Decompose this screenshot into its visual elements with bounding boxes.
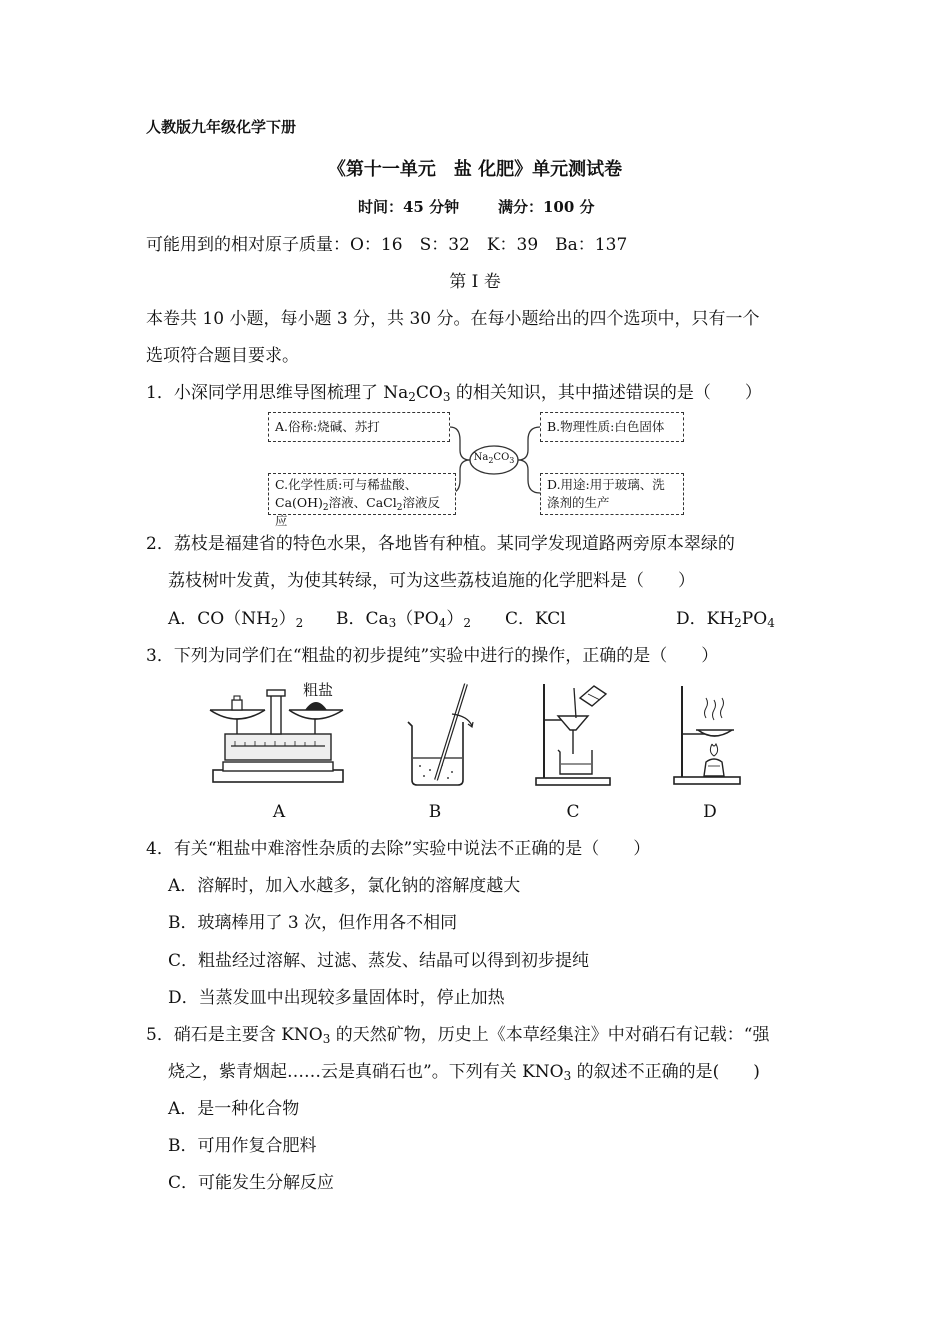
figure-label-a: A	[272, 802, 286, 822]
evaporation-figure	[668, 682, 748, 790]
q5-option-a: A．是一种化合物	[168, 1099, 300, 1119]
q1-number: 1．	[146, 383, 174, 403]
mindmap-box-c: C.化学性质:可与稀盐酸、 $Ca(OH)_2$溶液、CaCl$_2$溶液反应	[268, 473, 456, 515]
q2-option-c: C．KCl	[505, 609, 566, 629]
atomic-masses: 可能用到的相对原子质量：O：16 S：32 K：39 Ba：137	[146, 235, 628, 255]
full-score: 满分：100 分	[498, 198, 595, 216]
filtration-figure	[530, 678, 620, 790]
book-title: 人教版九年级化学下册	[146, 118, 297, 136]
q3-stem: 3．下列为同学们在“粗盐的初步提纯”实验中进行的操作，正确的是（ ）	[146, 646, 719, 666]
q5-option-c: C．可能发生分解反应	[168, 1173, 335, 1193]
salt-label: 粗盐	[303, 681, 334, 699]
q4-number: 4．	[146, 839, 174, 859]
section-title: 第 I 卷	[449, 272, 501, 292]
q4-stem: 4．有关“粗盐中难溶性杂质的去除”实验中说法不正确的是（ ）	[146, 839, 651, 859]
instructions-line2: 选项符合题目要求。	[146, 346, 299, 366]
q4-option-c: C．粗盐经过溶解、过滤、蒸发、结晶可以得到初步提纯	[168, 951, 590, 971]
q5-number: 5．	[146, 1025, 174, 1045]
mindmap-center: $Na_2CO_3$	[473, 452, 515, 465]
mindmap-box-d: D.用途:用于玻璃、洗 涤剂的生产	[540, 473, 684, 515]
q3-number: 3．	[146, 646, 174, 666]
q4-option-b: B．玻璃棒用了 3 次，但作用各不相同	[168, 913, 458, 933]
q2-stem-line1: 2．荔枝是福建省的特色水果，各地皆有种植。某同学发现道路两旁原本翠绿的	[146, 534, 735, 554]
q4-option-d: D．当蒸发皿中出现较多量固体时，停止加热	[168, 988, 505, 1008]
figure-label-d: D	[703, 802, 717, 822]
figure-label-c: C	[566, 802, 580, 822]
mindmap-box-a: A.俗称:烧碱、苏打	[268, 412, 450, 442]
q2-option-b: B．$Ca_3(PO_4)_2$	[336, 609, 471, 630]
q4-option-a: A．溶解时，加入水越多，氯化钠的溶解度越大	[168, 876, 521, 896]
q2-option-a: A．$CO(NH_2)_2$	[168, 609, 304, 630]
q5-stem-line1: 5．硝石是主要含 $KNO_3$ 的天然矿物，历史上《本草经集注》中对硝石有记载：“强	[146, 1025, 770, 1046]
q2-number: 2．	[146, 534, 174, 554]
q1-stem: 1．小深同学用思维导图梳理了 $Na_2CO_3$ 的相关知识，其中描述错误的是（ ）	[146, 383, 762, 404]
q2-stem-line2: 荔枝树叶发黄，为使其转绿，可为这些荔枝追施的化学肥料是（ ）	[168, 571, 695, 591]
beaker-stirring-figure	[400, 680, 480, 790]
instructions-line1: 本卷共 10 小题，每小题 3 分，共 30 分。在每小题给出的四个选项中，只有一个	[146, 309, 760, 329]
q5-stem-line2: 烧之，紫青烟起……云是真硝石也”。下列有关 $KNO_3$ 的叙述不正确的是( )	[168, 1062, 760, 1083]
q2-option-d: D．$KH_2PO_4$	[676, 609, 775, 630]
time-limit: 时间：45 分钟	[358, 198, 460, 216]
mindmap-box-b: B.物理性质:白色固体	[540, 412, 684, 442]
figure-label-b: B	[428, 802, 442, 822]
q5-option-b: B．可用作复合肥料	[168, 1136, 317, 1156]
paper-title: 《第十一单元 盐 化肥》单元测试卷	[327, 159, 623, 180]
